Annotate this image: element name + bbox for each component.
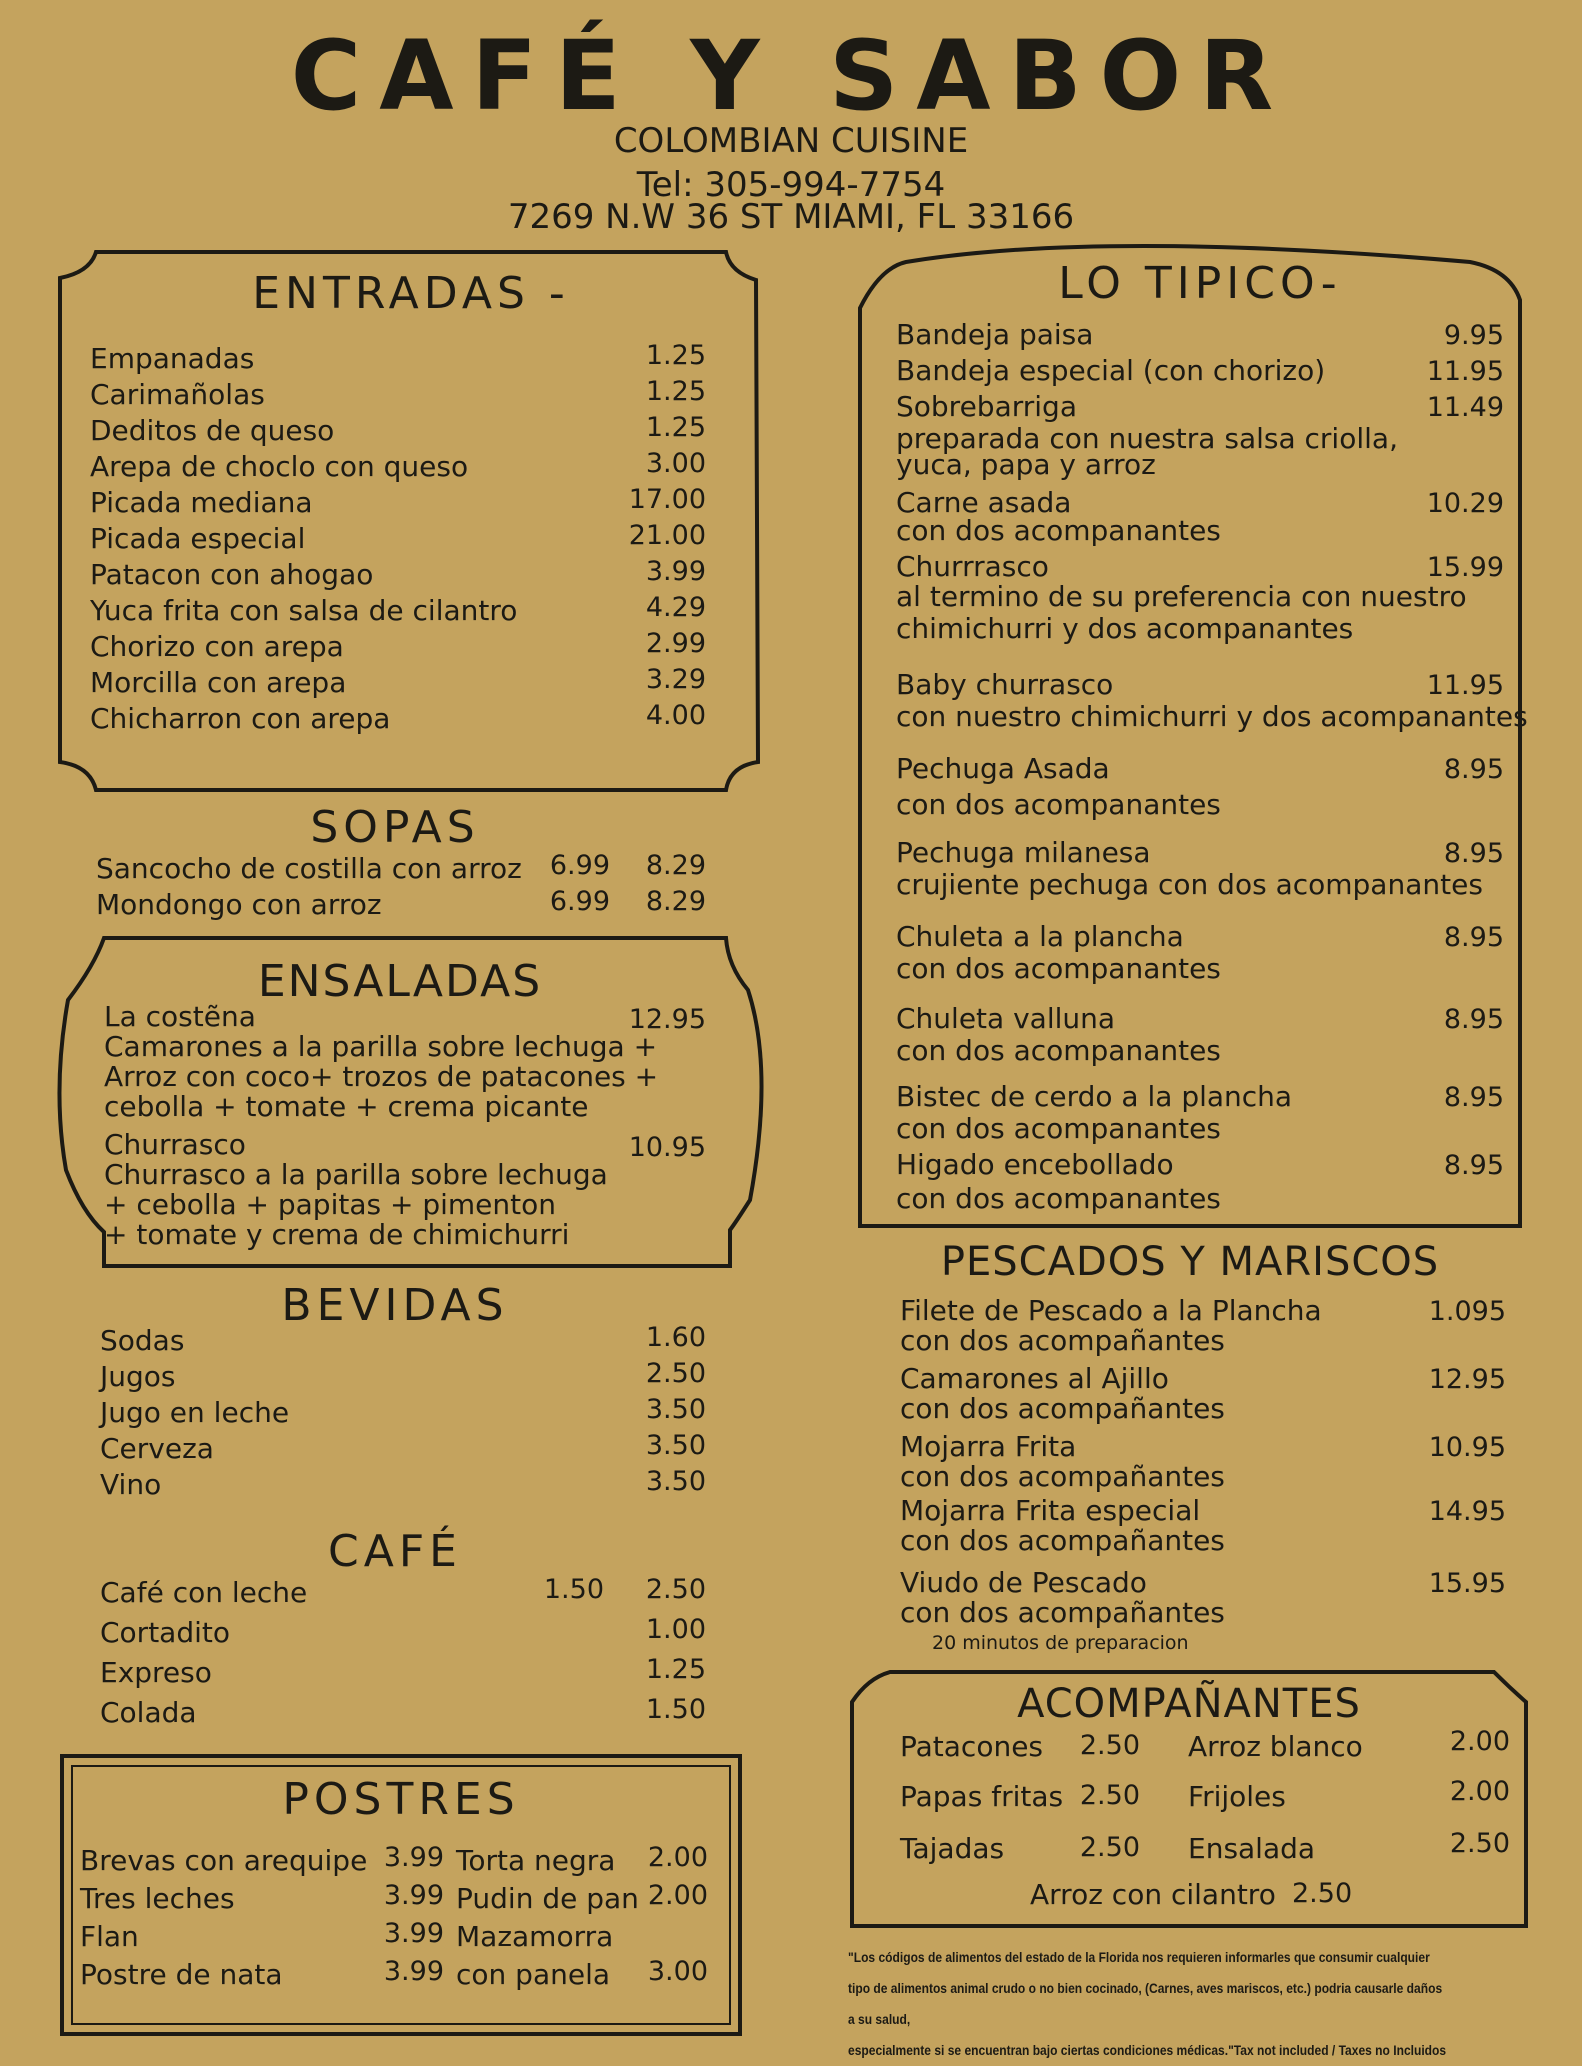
menu-item-price-small: 6.99: [549, 850, 610, 881]
menu-item-price: 17.00: [628, 484, 706, 515]
menu-item-price: 15.99: [1426, 552, 1504, 583]
menu-item-description: con dos acompañantes: [900, 1392, 1225, 1425]
menu-item-name: Viudo de Pescado: [900, 1566, 1147, 1599]
menu-item-name: Postre de nata: [80, 1958, 283, 1991]
menu-item-name: Pudin de pan: [456, 1882, 639, 1915]
menu-item-name: Patacones: [900, 1730, 1044, 1763]
menu-item-name: Bistec de cerdo a la plancha: [896, 1080, 1293, 1113]
cafe-title: CAFÉ: [328, 1526, 462, 1577]
menu-item-description: Camarones a la parilla sobre lechuga +: [104, 1030, 658, 1063]
menu-item-price: 2.99: [645, 628, 706, 659]
menu-item-price: 2.50: [1079, 1780, 1140, 1811]
menu-item-description: yuca, papa y arroz: [896, 448, 1156, 481]
restaurant-phone: Tel: 305-994-7754: [636, 165, 946, 205]
menu-item-name: Chuleta a la plancha: [896, 920, 1184, 953]
health-notice-line: especialmente si se encuentran bajo ciertas condiciones médicas."Tax not included / Taxes no Incluidos: [848, 2042, 1447, 2058]
menu-item-description: al termino de su preferencia con nuestro: [896, 580, 1467, 613]
menu-item-price: 4.00: [645, 700, 706, 731]
menu-item-price-small: 6.99: [549, 886, 610, 917]
menu-item-description: con dos acompanantes: [896, 952, 1221, 985]
menu-item-description: chimichurri y dos acompanantes: [896, 612, 1354, 645]
menu-item-price: 8.95: [1443, 922, 1504, 953]
menu-item-description: cebolla + tomate + crema picante: [104, 1090, 589, 1123]
menu-item-price: 2.50: [1292, 1878, 1353, 1909]
menu-item-price: 12.95: [628, 1004, 706, 1035]
menu-item-name: Brevas con arequipe: [80, 1844, 368, 1877]
menu-item-description: preparada con nuestra salsa criolla,: [896, 422, 1398, 455]
menu-item-name: Yuca frita con salsa de cilantro: [90, 594, 518, 627]
menu-item-name: Mojarra Frita especial: [900, 1494, 1201, 1527]
menu-item-description: con dos acompanantes: [896, 788, 1221, 821]
menu-item-description: con dos acompanantes: [896, 514, 1221, 547]
menu-item-name: Jugo en leche: [100, 1396, 290, 1429]
menu-item-price: 3.29: [645, 664, 706, 695]
menu-item-name: Mojarra Frita: [900, 1430, 1077, 1463]
menu-item-price: 2.00: [1449, 1776, 1510, 1807]
lo-tipico-title: LO TIPICO-: [1058, 258, 1342, 309]
menu-item-price: 3.99: [383, 1842, 444, 1873]
menu-item-price: 11.95: [1426, 356, 1504, 387]
menu-item-price-small: 1.50: [543, 1574, 604, 1605]
menu-item-description: con dos acompanantes: [896, 1034, 1221, 1067]
menu-item-price: 1.25: [645, 340, 706, 371]
menu-item-name: Vino: [100, 1468, 162, 1501]
menu-item-price: 1.095: [1428, 1296, 1506, 1327]
menu-item-name: Cerveza: [100, 1432, 214, 1465]
sopas-title: SOPAS: [310, 802, 480, 853]
menu-item-description: con dos acompañantes: [900, 1596, 1225, 1629]
menu-item-name: Picada especial: [90, 522, 306, 555]
menu-item-price: 11.95: [1426, 670, 1504, 701]
menu-item-name: Churrasco: [104, 1128, 246, 1161]
menu-item-name: Ensalada: [1188, 1832, 1316, 1865]
health-notice-line: tipo de alimentos animal crudo o no bien cocinado, (Carnes, aves mariscos, etc.) podria causarle daños a su salud,: [848, 1980, 1443, 2027]
menu-item-name: Sodas: [100, 1324, 185, 1357]
menu-item-name: Baby churrasco: [896, 668, 1114, 701]
pescados-title: PESCADOS Y MARISCOS: [940, 1239, 1440, 1285]
menu-item-name: Colada: [100, 1696, 197, 1729]
menu-item-price: 2.50: [1079, 1832, 1140, 1863]
menu-item-description: Arroz con coco+ trozos de patacones +: [104, 1060, 659, 1093]
menu-item-price: 10.95: [1428, 1432, 1506, 1463]
menu-item-name: Pechuga milanesa: [896, 836, 1151, 869]
menu-item-price: 3.00: [647, 1956, 708, 1987]
menu-item-name: Tajadas: [900, 1832, 1005, 1865]
menu-item-name: Cortadito: [100, 1616, 230, 1649]
menu-item-price: 2.00: [1449, 1726, 1510, 1757]
menu-item-price: 1.25: [645, 1654, 706, 1685]
menu-item-price: 9.95: [1443, 320, 1504, 351]
menu-item-name: Empanadas: [90, 342, 255, 375]
menu-item-name: Carimañolas: [90, 378, 265, 411]
menu-item-price: 10.95: [628, 1132, 706, 1163]
menu-item-description: con dos acompañantes: [900, 1324, 1225, 1357]
menu-item-price-large: 8.29: [645, 886, 706, 917]
menu-item-name: Deditos de queso: [90, 414, 335, 447]
menu-item-price: 1.25: [645, 412, 706, 443]
menu-item-description: crujiente pechuga con dos acompanantes: [896, 868, 1483, 901]
menu-item-description: + tomate y crema de chimichurri: [104, 1218, 570, 1251]
menu-item-name: Sancocho de costilla con arroz: [96, 852, 522, 885]
bevidas-title: BEVIDAS: [281, 1280, 509, 1331]
restaurant-subtitle: COLOMBIAN CUISINE: [613, 121, 969, 161]
menu-item-description: + cebolla + papitas + pimenton: [104, 1188, 556, 1221]
menu-item-name: Camarones al Ajillo: [900, 1362, 1169, 1395]
menu-item-price: 2.00: [647, 1880, 708, 1911]
menu-item-price: 3.00: [645, 448, 706, 479]
menu-item-name: con panela: [456, 1958, 611, 1991]
menu-item-price: 1.60: [645, 1322, 706, 1353]
menu-item-name: Arepa de choclo con queso: [90, 450, 469, 483]
menu-item-price: 2.50: [1449, 1828, 1510, 1859]
menu-item-name: Pechuga Asada: [896, 752, 1110, 785]
menu-item-description: con dos acompañantes: [900, 1524, 1225, 1557]
menu-item-price: 3.99: [383, 1880, 444, 1911]
menu-item-name: Bandeja paisa: [896, 318, 1094, 351]
menu-item-price: 8.95: [1443, 1004, 1504, 1035]
menu-item-name: Flan: [80, 1920, 139, 1953]
entradas-title: ENTRADAS -: [252, 268, 570, 319]
menu-item-name: Picada mediana: [90, 486, 313, 519]
menu-item-name: Expreso: [100, 1656, 212, 1689]
restaurant-title: CAFÉ Y SABOR: [290, 20, 1292, 132]
menu-item-name: Chuleta valluna: [896, 1002, 1116, 1035]
acompanantes-title: ACOMPAÑANTES: [1017, 1681, 1361, 1727]
menu-item-name: Arroz blanco: [1188, 1730, 1363, 1763]
menu-item-name: Jugos: [100, 1360, 176, 1393]
menu-item-price: 3.99: [383, 1956, 444, 1987]
menu-item-price: 8.95: [1443, 1150, 1504, 1181]
menu-item-name: Bandeja especial (con chorizo): [896, 354, 1326, 387]
menu-item-price: 2.50: [645, 1574, 706, 1605]
menu-item-price: 2.50: [645, 1358, 706, 1389]
menu-item-name: Arroz con cilantro: [1030, 1878, 1276, 1911]
menu-item-name: Torta negra: [456, 1844, 616, 1877]
menu-item-price: 21.00: [628, 520, 706, 551]
menu-item-price: 3.50: [645, 1394, 706, 1425]
menu-item-description: con dos acompañantes: [900, 1460, 1225, 1493]
menu-item-price: 3.99: [645, 556, 706, 587]
menu-item-name: Churrrasco: [896, 550, 1049, 583]
menu-item-price: 8.95: [1443, 838, 1504, 869]
ensaladas-title: ENSALADAS: [257, 956, 543, 1007]
menu-item-name: Mazamorra: [456, 1920, 614, 1953]
menu-item-name: La costẽna: [104, 1000, 256, 1033]
menu-item-name: Carne asada: [896, 486, 1072, 519]
menu-item-price: 4.29: [645, 592, 706, 623]
menu-item-price: 3.50: [645, 1466, 706, 1497]
menu-item-price: 10.29: [1426, 488, 1504, 519]
menu-item-price: 3.99: [383, 1918, 444, 1949]
menu-item-name: Papas fritas: [900, 1780, 1064, 1813]
pescados-note: 20 minutos de preparacion: [932, 1632, 1189, 1654]
menu-item-name: Chorizo con arepa: [90, 630, 344, 663]
menu-item-name: Sobrebarriga: [896, 390, 1077, 423]
menu-item-price: 3.50: [645, 1430, 706, 1461]
menu-item-description: Churrasco a la parilla sobre lechuga: [104, 1158, 608, 1191]
menu-item-name: Chicharron con arepa: [90, 702, 391, 735]
menu-item-name: Frijoles: [1188, 1780, 1286, 1813]
menu-item-name: Patacon con ahogao: [90, 558, 374, 591]
menu-item-name: Café con leche: [100, 1576, 308, 1609]
menu-item-price: 2.00: [647, 1842, 708, 1873]
menu-item-description: con nuestro chimichurri y dos acompanantes: [896, 700, 1528, 733]
menu-item-price: 1.50: [645, 1694, 706, 1725]
menu-item-name: Higado encebollado: [896, 1148, 1174, 1181]
menu-item-description: con dos acompanantes: [896, 1112, 1221, 1145]
menu-item-name: Tres leches: [80, 1882, 235, 1915]
menu-item-price-large: 8.29: [645, 850, 706, 881]
health-notice-line: "Los códigos de alimentos del estado de la Florida nos requieren informarles que consumir cualquier: [848, 1949, 1430, 1965]
menu-item-price: 14.95: [1428, 1496, 1506, 1527]
menu-item-price: 1.25: [645, 376, 706, 407]
menu-item-price: 1.00: [645, 1614, 706, 1645]
health-notice: [848, 1942, 1450, 2066]
menu-item-price: 8.95: [1443, 754, 1504, 785]
menu-item-price: 12.95: [1428, 1364, 1506, 1395]
menu-item-name: Filete de Pescado a la Plancha: [900, 1294, 1322, 1327]
menu-item-name: Morcilla con arepa: [90, 666, 347, 699]
menu-item-price: 15.95: [1428, 1568, 1506, 1599]
menu-item-price: 11.49: [1426, 392, 1504, 423]
restaurant-address: 7269 N.W 36 ST MIAMI, FL 33166: [507, 197, 1075, 237]
menu-item-price: 2.50: [1079, 1730, 1140, 1761]
postres-title: POSTRES: [282, 1774, 520, 1825]
menu-item-description: con dos acompanantes: [896, 1182, 1221, 1215]
menu-item-price: 8.95: [1443, 1082, 1504, 1113]
menu-item-name: Mondongo con arroz: [96, 888, 382, 921]
